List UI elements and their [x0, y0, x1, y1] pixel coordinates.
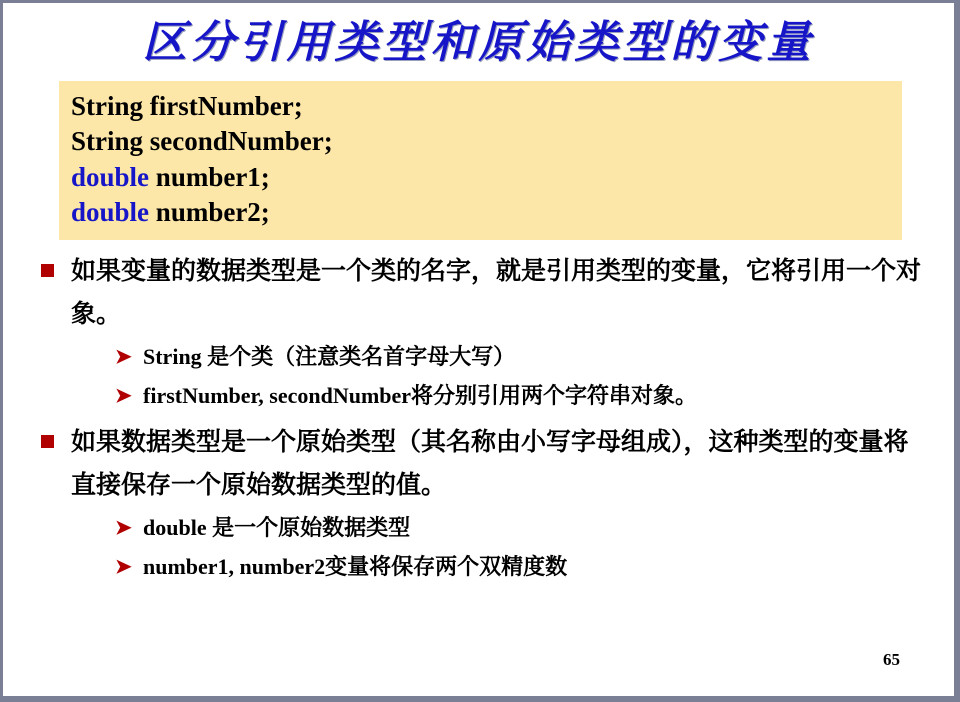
arrow-bullet-icon: ➤	[115, 516, 132, 539]
code-text: number2;	[149, 196, 270, 227]
square-bullet-icon	[41, 264, 54, 277]
slide-content	[9, 7, 948, 692]
code-keyword: double	[71, 161, 150, 192]
code-block	[59, 81, 902, 239]
code-text: String firstNumber;	[71, 91, 303, 122]
bullet-level1	[35, 250, 928, 336]
arrow-bullet-icon: ➤	[115, 555, 132, 578]
bullet-level2	[35, 548, 928, 585]
bullet-text: double 是一个原始数据类型	[143, 514, 411, 540]
bullet-text: String 是个类（注意类名首字母大写）	[143, 343, 516, 369]
bullet-level2	[35, 509, 928, 546]
page-number: 65	[883, 650, 900, 669]
bullet-level2	[35, 338, 928, 375]
code-line	[71, 89, 902, 124]
bullet-text: number1, number2变量将保存两个双精度数	[143, 553, 568, 579]
code-line	[71, 160, 902, 195]
code-text: String secondNumber;	[71, 126, 333, 157]
code-text: number1;	[149, 161, 270, 192]
arrow-bullet-icon: ➤	[115, 345, 132, 368]
bullet-text: 如果变量的数据类型是一个类的名字，就是引用类型的变量，它将引用一个对象。	[71, 257, 922, 328]
bullet-text: 如果数据类型是一个原始类型（其名称由小写字母组成），这种类型的变量将直接保存一个原始数据类型的值。	[71, 428, 909, 499]
code-line	[71, 124, 902, 159]
square-bullet-icon	[41, 435, 54, 448]
bullet-list	[9, 250, 948, 586]
page-title: 区分引用类型和原始类型的变量	[142, 18, 815, 67]
bullet-level1	[35, 421, 928, 507]
code-line	[71, 195, 902, 230]
code-keyword: double	[71, 196, 150, 227]
arrow-bullet-icon: ➤	[115, 385, 132, 408]
bullet-level2	[35, 377, 928, 414]
bullet-text: firstNumber, secondNumber将分别引用两个字符串对象。	[143, 383, 698, 409]
